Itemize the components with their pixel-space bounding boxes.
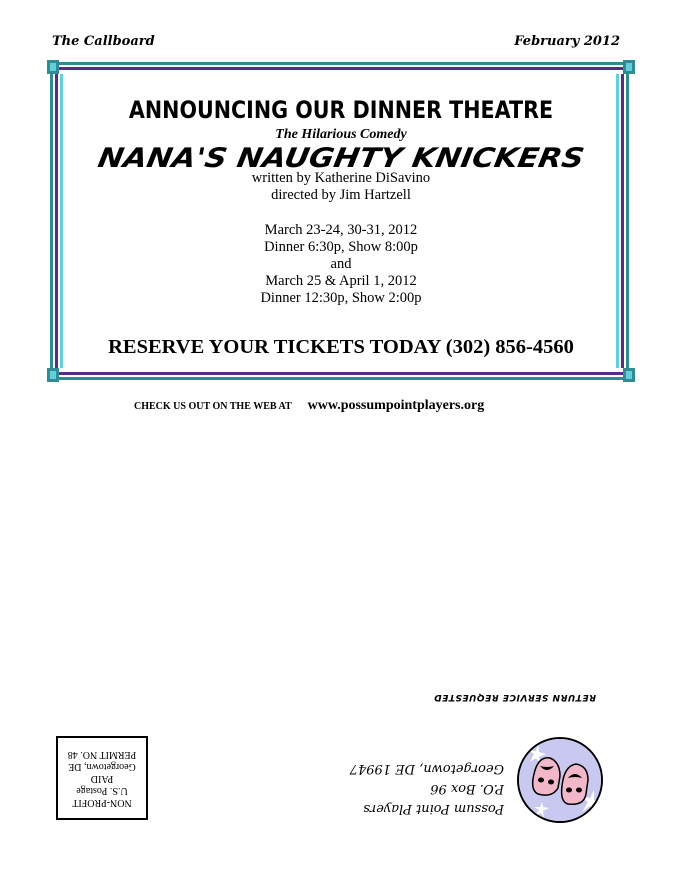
return-service-notice: RETURN SERVICE REQUESTED (433, 692, 596, 702)
theatre-masks-logo-icon (516, 736, 604, 824)
website-label: CHECK US OUT ON THE WEB AT (134, 401, 292, 412)
frame-corner-ornament (44, 56, 62, 78)
permit-line: U.S. Postage (76, 785, 128, 796)
frame-corner-ornament (620, 364, 638, 386)
schedule-line: and (330, 256, 352, 272)
return-address (350, 758, 504, 818)
header-issue-date: February 2012 (514, 34, 620, 49)
header-publication-name: The Callboard (52, 34, 155, 49)
performance-schedule (60, 222, 622, 307)
frame-corner-ornament (620, 56, 638, 78)
frame-bar (58, 377, 624, 380)
postage-permit-box (56, 736, 148, 820)
frame-bar (50, 74, 53, 368)
permit-line: PAID (90, 773, 114, 784)
schedule-line: March 25 & April 1, 2012 (265, 273, 417, 289)
address-line: Georgetown, DE 19947 (349, 761, 504, 776)
frame-bar (626, 74, 629, 368)
show-subtitle: The Hilarious Comedy (275, 127, 407, 142)
website-line (134, 396, 484, 414)
schedule-line: Dinner 6:30p, Show 8:00p (264, 239, 418, 255)
permit-line: NON-PROFIT (72, 797, 132, 808)
schedule-line: Dinner 12:30p, Show 2:00p (260, 290, 422, 306)
frame-corner-ornament (44, 364, 62, 386)
permit-line: PERMIT NO. 48 (67, 749, 137, 760)
frame-bar (58, 67, 624, 70)
writer-credit: written by Katherine DiSavino (251, 170, 431, 186)
announcement-heading: ANNOUNCING OUR DINNER THEATRE (128, 96, 554, 124)
frame-bar (60, 74, 63, 368)
show-credits (60, 170, 622, 204)
website-link[interactable]: www.possumpointplayers.org (307, 398, 485, 413)
reserve-tickets-line: RESERVE YOUR TICKETS TODAY (302) 856-4560 (108, 336, 574, 358)
frame-bar (621, 74, 624, 368)
permit-line: Georgetown, DE (68, 761, 136, 772)
frame-bar (616, 74, 619, 368)
frame-bar (55, 74, 58, 368)
show-title: NANA'S NAUGHTY KNICKERS (95, 143, 587, 174)
schedule-line: March 23-24, 30-31, 2012 (264, 222, 418, 238)
address-line: Possum Point Players (363, 801, 504, 816)
frame-bar (58, 372, 624, 375)
director-credit: directed by Jim Hartzell (271, 187, 411, 203)
frame-bar (58, 62, 624, 65)
address-line: P.O. Box 96 (430, 781, 504, 796)
mailing-panel (0, 690, 680, 860)
